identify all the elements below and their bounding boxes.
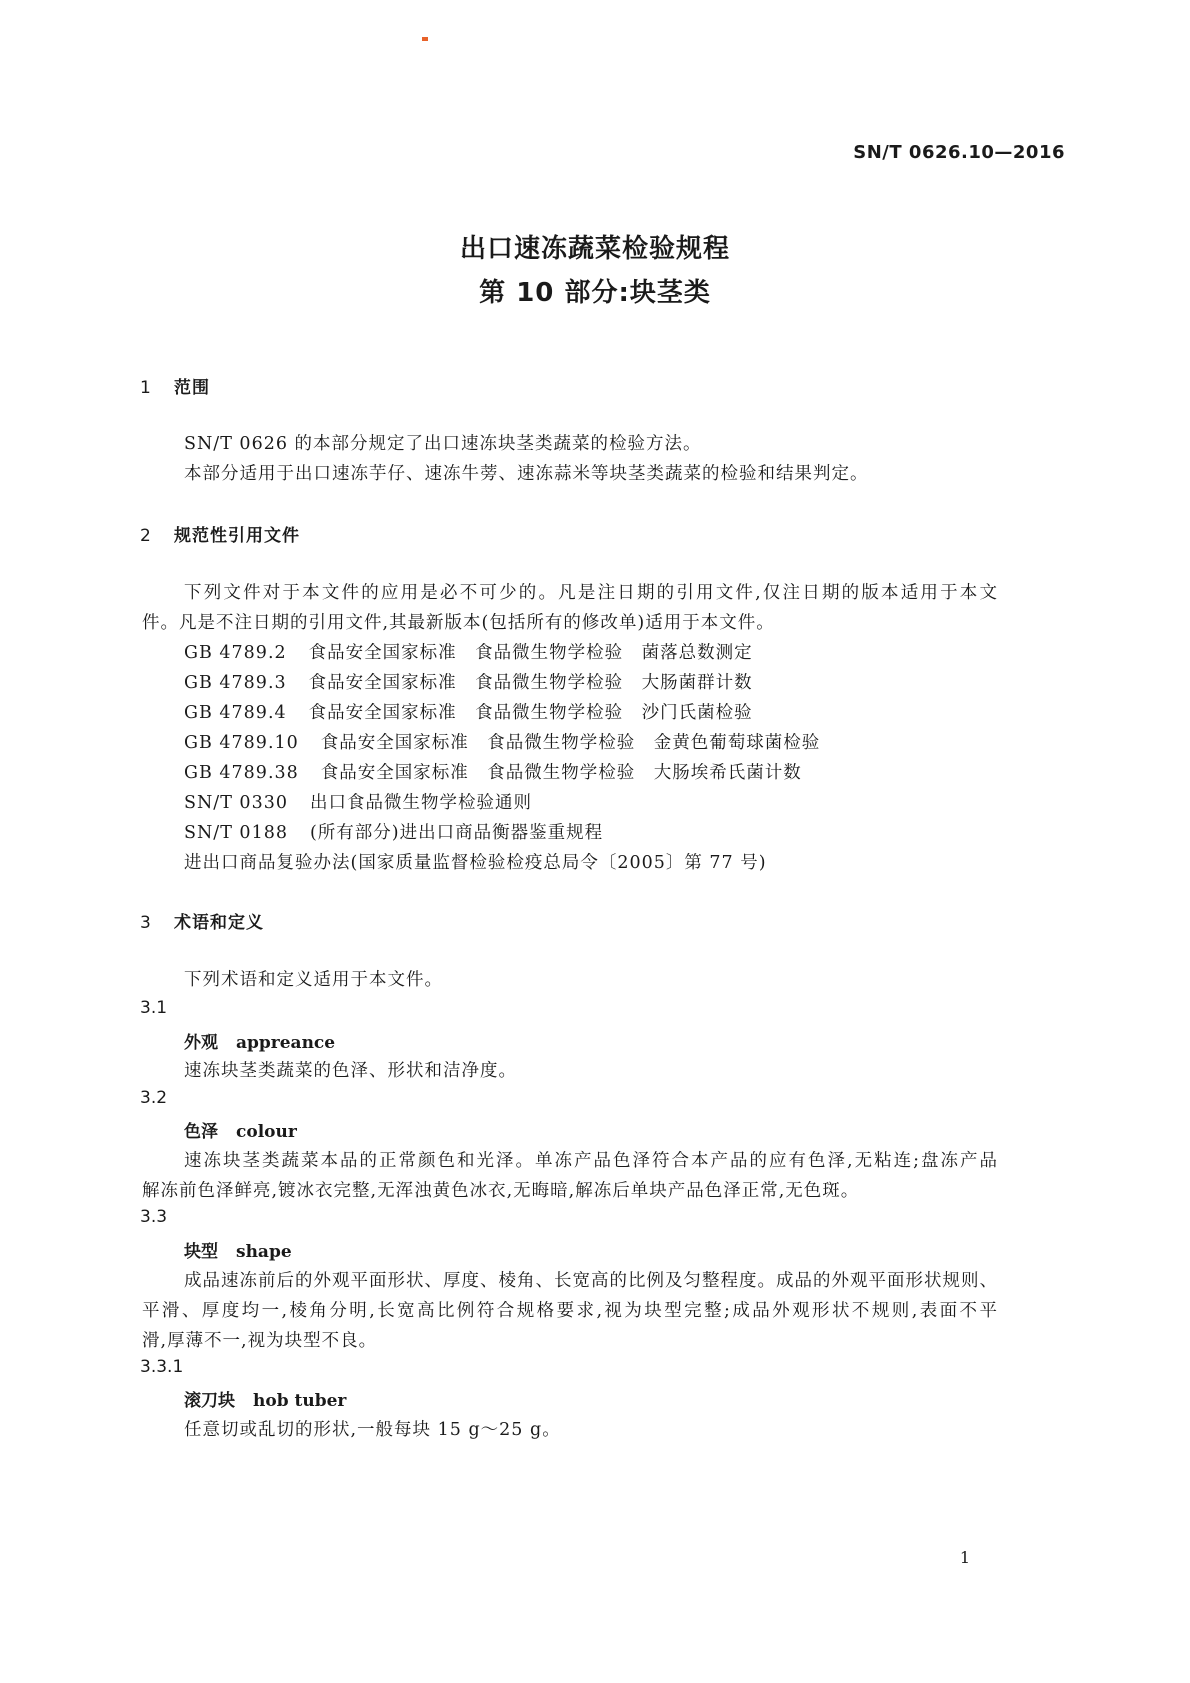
section-title: 范围 xyxy=(174,378,210,398)
term-zh: 块型 xyxy=(184,1242,218,1262)
definition-line: 滑,厚薄不一,视为块型不良。 xyxy=(142,1331,378,1351)
reference-item xyxy=(184,729,820,754)
definition-line: 成品速冻前后的外观平面形状、厚度、棱角、长宽高的比例及匀整程度。成品的外观平面形状规则、 xyxy=(184,1271,998,1291)
term-en: appreance xyxy=(236,1033,336,1053)
definition-line: 速冻块茎类蔬菜本品的正常颜色和光泽。单冻产品色泽符合本产品的应有色泽,无粘连;盘冻产品 xyxy=(184,1151,998,1171)
definition-line: 速冻块茎类蔬菜的色泽、形状和洁净度。 xyxy=(184,1061,517,1081)
section-number: 3 xyxy=(140,913,152,933)
reference-item xyxy=(184,699,753,724)
reference-code: SN/T 0188 xyxy=(184,823,288,843)
accent-mark xyxy=(422,37,428,41)
reference-code: GB 4789.10 xyxy=(184,733,299,753)
term-number: 3.3.1 xyxy=(140,1357,184,1377)
term-heading xyxy=(184,1028,335,1053)
reference-item xyxy=(184,759,802,784)
reference-code: SN/T 0330 xyxy=(184,793,288,813)
reference-code: GB 4789.2 xyxy=(184,643,287,663)
term-number: 3.1 xyxy=(140,998,168,1018)
document-title: 出口速冻蔬菜检验规程 xyxy=(459,234,730,264)
section-3-heading xyxy=(140,908,264,933)
reference-title: (所有部分)进出口商品衡器鉴重规程 xyxy=(309,823,604,843)
reference-code: GB 4789.3 xyxy=(184,673,287,693)
reference-code: GB 4789.4 xyxy=(184,703,287,723)
definition-line: 任意切或乱切的形状,一般每块 15 g～25 g。 xyxy=(184,1420,561,1440)
term-heading xyxy=(184,1386,346,1411)
reference-title: 食品安全国家标准 食品微生物学检验 沙门氏菌检验 xyxy=(308,703,753,723)
term-en: colour xyxy=(236,1122,297,1142)
reference-item xyxy=(184,789,532,814)
paragraph: 本部分适用于出口速冻芋仔、速冻牛蒡、速冻蒜米等块茎类蔬菜的检验和结果判定。 xyxy=(184,464,869,484)
term-zh: 外观 xyxy=(184,1033,218,1053)
document-subtitle: 第 10 部分:块茎类 xyxy=(479,278,711,308)
term-en: hob tuber xyxy=(253,1391,347,1411)
term-number: 3.3 xyxy=(140,1207,168,1227)
section-number: 2 xyxy=(140,526,152,546)
definition-line: 解冻前色泽鲜亮,镀冰衣完整,无浑浊黄色冰衣,无晦暗,解冻后单块产品色泽正常,无色斑。 xyxy=(142,1181,860,1201)
section-number: 1 xyxy=(140,378,152,398)
page-number: 1 xyxy=(959,1548,970,1567)
term-zh: 色泽 xyxy=(184,1122,218,1142)
section-title: 术语和定义 xyxy=(174,913,264,933)
reference-code: GB 4789.38 xyxy=(184,763,299,783)
definition-line: 平滑、厚度均一,棱角分明,长宽高比例符合规格要求,视为块型完整;成品外观形状不规则,表面不平 xyxy=(142,1301,998,1321)
section-1-heading xyxy=(140,373,210,398)
standard-code: SN/T 0626.10—2016 xyxy=(853,142,1065,163)
section-2-heading xyxy=(140,521,300,546)
term-heading xyxy=(184,1237,292,1262)
paragraph: 下列文件对于本文件的应用是必不可少的。凡是注日期的引用文件,仅注日期的版本适用于本文 xyxy=(184,583,998,603)
reference-title: 食品安全国家标准 食品微生物学检验 大肠埃希氏菌计数 xyxy=(320,763,802,783)
reference-item: 进出口商品复验办法(国家质量监督检验检疫总局令〔2005〕第 77 号) xyxy=(184,853,767,873)
paragraph: 下列术语和定义适用于本文件。 xyxy=(184,970,443,990)
term-en: shape xyxy=(236,1242,292,1262)
reference-title: 食品安全国家标准 食品微生物学检验 大肠菌群计数 xyxy=(308,673,753,693)
paragraph: 件。凡是不注日期的引用文件,其最新版本(包括所有的修改单)适用于本文件。 xyxy=(142,613,775,633)
reference-item xyxy=(184,669,753,694)
paragraph: SN/T 0626 的本部分规定了出口速冻块茎类蔬菜的检验方法。 xyxy=(184,434,702,454)
reference-item xyxy=(184,639,753,664)
section-title: 规范性引用文件 xyxy=(174,526,300,546)
term-number: 3.2 xyxy=(140,1088,168,1108)
reference-title: 食品安全国家标准 食品微生物学检验 金黄色葡萄球菌检验 xyxy=(320,733,821,753)
reference-title: 食品安全国家标准 食品微生物学检验 菌落总数测定 xyxy=(308,643,753,663)
reference-item xyxy=(184,819,603,844)
term-zh: 滚刀块 xyxy=(184,1391,235,1411)
term-heading xyxy=(184,1117,297,1142)
reference-title: 出口食品微生物学检验通则 xyxy=(309,793,532,813)
